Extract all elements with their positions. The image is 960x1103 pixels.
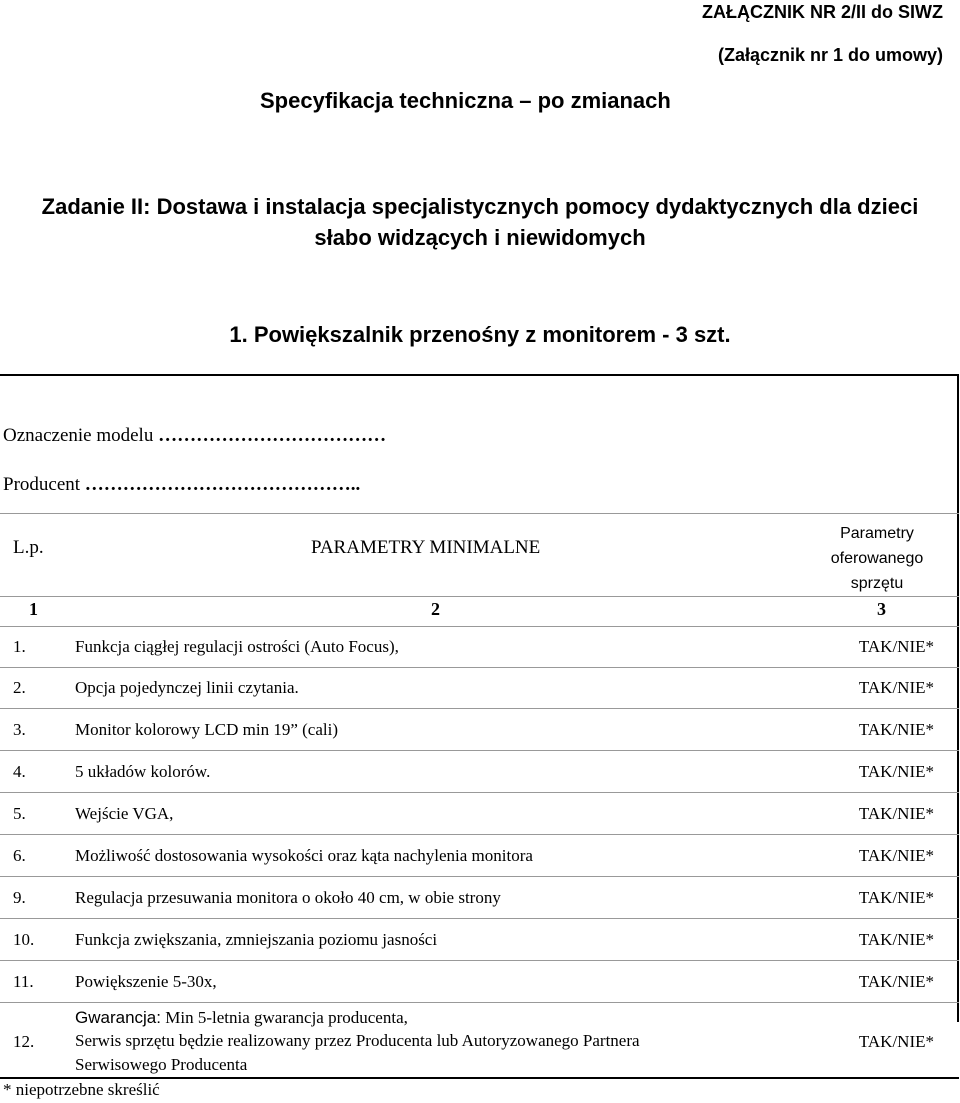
footnote: * niepotrzebne skreślić <box>3 1080 160 1099</box>
task-title-line-2: słabo widzących i niewidomych <box>314 225 646 250</box>
row-text: 5 układów kolorów. <box>75 762 211 781</box>
row-text: Monitor kolorowy LCD min 19” (cali) <box>75 720 338 739</box>
header-offer <box>812 521 942 596</box>
row-text: Powiększenie 5-30x, <box>75 972 217 991</box>
row-answer: TAK/NIE* <box>858 1032 934 1051</box>
producer-label: Producent <box>3 474 81 495</box>
table-divider <box>0 1002 959 1003</box>
row-answer: TAK/NIE* <box>858 930 934 949</box>
row-text: Możliwość dostosowania wysokości oraz kąta nachylenia monitora <box>75 846 533 865</box>
row-answer: TAK/NIE* <box>858 804 934 823</box>
row-answer: TAK/NIE* <box>858 888 934 907</box>
table-divider <box>0 513 959 514</box>
row-answer: TAK/NIE* <box>858 720 934 739</box>
annex-title: ZAŁĄCZNIK NR 2/II do SIWZ <box>702 2 943 22</box>
producer-dots: …………………………………….. <box>84 474 361 495</box>
header-offer-line-2: oferowanego <box>830 550 924 567</box>
table-divider <box>0 750 959 751</box>
table-divider <box>0 918 959 919</box>
row-number: 2. <box>13 678 26 697</box>
row-text: Wejście VGA, <box>75 804 174 823</box>
column-number-1: 1 <box>29 599 38 619</box>
header-lp: L.p. <box>13 537 44 558</box>
warranty-text-2: Serwis sprzętu będzie realizowany przez Producenta lub Autoryzowanego Partnera <box>75 1031 640 1050</box>
row-number: 4. <box>13 762 26 781</box>
column-number-3: 3 <box>877 599 886 619</box>
warranty-text-3: Serwisowego Producenta <box>75 1055 248 1074</box>
spec-title: Specyfikacja techniczna – po zmianach <box>260 88 671 113</box>
row-number: 3. <box>13 720 26 739</box>
table-divider <box>0 834 959 835</box>
header-offer-line-1: Parametry <box>840 525 914 542</box>
row-text: Regulacja przesuwania monitora o około 40 cm, w obie strony <box>75 888 501 907</box>
header-params: PARAMETRY MINIMALNE <box>311 537 541 558</box>
row-number: 10. <box>13 930 35 949</box>
row-answer: TAK/NIE* <box>858 846 934 865</box>
row-answer: TAK/NIE* <box>858 637 934 656</box>
row-number: 5. <box>13 804 26 823</box>
row-text: Opcja pojedynczej linii czytania. <box>75 678 299 697</box>
row-number: 6. <box>13 846 26 865</box>
row-answer: TAK/NIE* <box>858 762 934 781</box>
column-number-2: 2 <box>431 599 440 619</box>
spec-table-frame <box>0 374 959 1022</box>
warranty-text-1: Min 5-letnia gwarancja producenta, <box>165 1008 408 1027</box>
attachment-note: (Załącznik nr 1 do umowy) <box>717 45 943 65</box>
row-answer: TAK/NIE* <box>858 678 934 697</box>
table-divider <box>0 792 959 793</box>
warranty-line-1 <box>75 1008 408 1028</box>
section-title: 1. Powiększalnik przenośny z monitorem - 3 szt. <box>229 322 731 347</box>
warranty-label: Gwarancja: <box>75 1008 161 1027</box>
model-dots: ……………………………… <box>158 425 387 446</box>
row-number: 9. <box>13 888 26 907</box>
row-number: 11. <box>13 972 34 991</box>
table-divider <box>0 667 959 668</box>
table-divider <box>0 876 959 877</box>
table-divider <box>0 708 959 709</box>
row-text: Funkcja ciągłej regulacji ostrości (Auto Focus), <box>75 637 399 656</box>
model-label: Oznaczenie modelu <box>3 425 154 446</box>
table-bottom-border <box>0 1077 959 1079</box>
table-divider <box>0 596 959 597</box>
header-offer-line-3: sprzętu <box>850 575 904 592</box>
producer-field <box>3 474 360 496</box>
row-number: 12. <box>13 1032 35 1051</box>
task-title-line-1: Zadanie II: Dostawa i instalacja specjalistycznych pomocy dydaktycznych dla dzieci <box>41 194 919 219</box>
row-answer: TAK/NIE* <box>858 972 934 991</box>
table-divider <box>0 626 959 627</box>
row-text: Funkcja zwiększania, zmniejszania poziomu jasności <box>75 930 438 949</box>
model-field <box>3 425 386 447</box>
table-divider <box>0 960 959 961</box>
row-number: 1. <box>13 637 26 656</box>
